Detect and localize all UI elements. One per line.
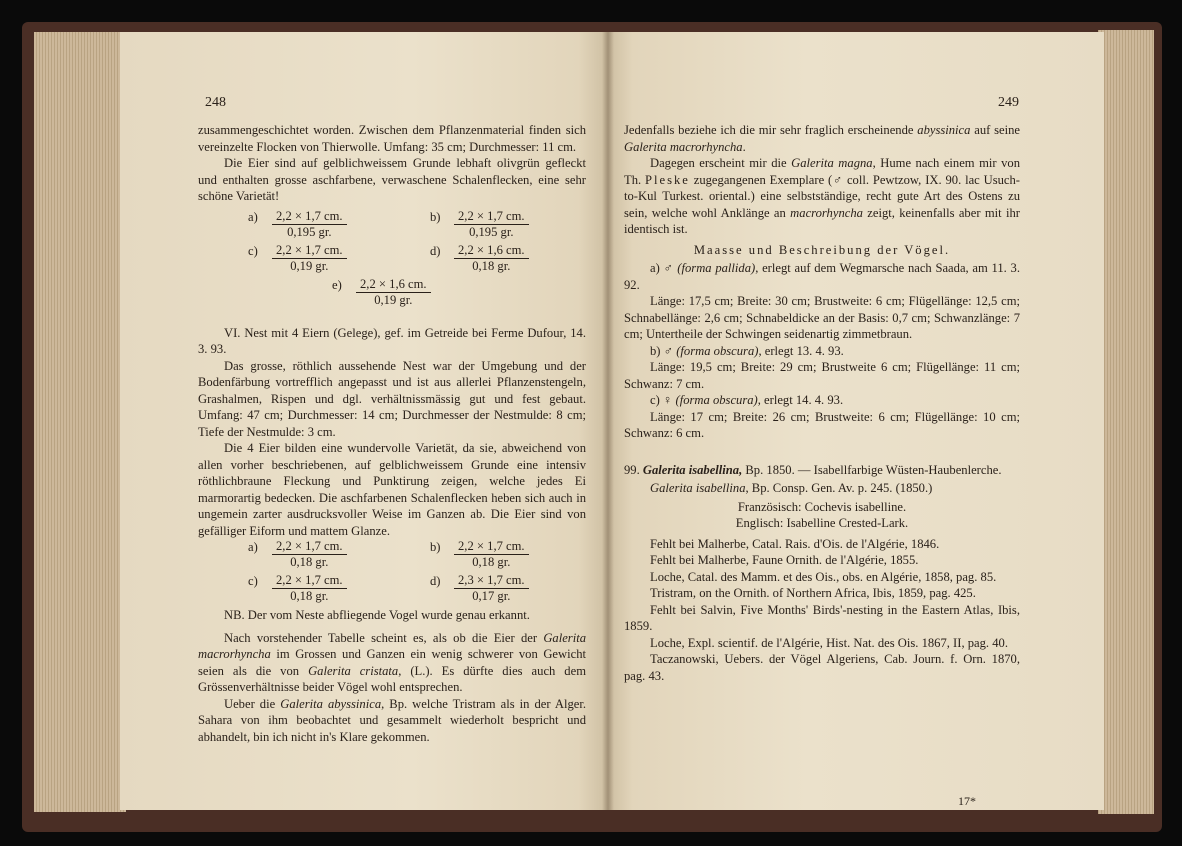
egg-measure: b) 2,2 × 1,7 cm. 0,195 gr. — [454, 209, 529, 240]
reference-item: Taczanowski, Uebers. der Vögel Algeriens, Cab. Journ. f. Orn. 1870, pag. 43. — [624, 652, 1020, 683]
signature-mark: 17* — [958, 794, 976, 808]
egg-table-2 — [198, 539, 586, 607]
egg-measure: c) 2,2 × 1,7 cm. 0,18 gr. — [272, 573, 347, 604]
taxon-name: Galerita cristata — [308, 663, 399, 678]
taxon-name: Galerita macrorhyncha — [198, 630, 586, 661]
taxon-name: abyssinica — [917, 123, 971, 137]
specimen-measurements: Länge: 17 cm; Breite: 26 cm; Brustweite: 6 cm; Flügellänge: 10 cm; Schwanz: 6 cm. — [624, 409, 1020, 440]
egg-table-1 — [198, 209, 586, 311]
reference-item: Tristram, on the Ornith. of Northern Africa, Ibis, 1859, pag. 425. — [650, 586, 976, 600]
paragraph: Ueber die Galerita abyssinica, Bp. welche Tristram als in der Alger. Sahara von ihm beobachtet und gesammelt wiederholt bespricht und abhandelt, bin ich nicht in's Klare gekommen. — [198, 696, 587, 744]
reference-item: Fehlt bei Malherbe, Faune Ornith. de l'Algérie, 1855. — [650, 553, 919, 567]
taxon-name: Galerita magna — [791, 156, 873, 170]
specimen-heading: a) ♂ (forma pallida), erlegt auf dem Wegmarsche nach Saada, am 11. 3. 92. — [624, 261, 1020, 292]
paragraph: VI. Nest mit 4 Eiern (Gelege), gef. im Getreide bei Ferme Dufour, 14. 3. 93. — [198, 325, 586, 356]
egg-measure: e) 2,2 × 1,6 cm. 0,19 gr. — [356, 277, 431, 308]
reference-item: Fehlt bei Salvin, Five Months' Birds'-nesting in the Eastern Atlas, Ibis, 1859. — [624, 602, 1020, 633]
synonym: Galerita isabellina, Bp. Consp. Gen. Av. p. 245. (1850.) — [650, 481, 933, 495]
species-heading: 99. Galerita isabellina, Bp. 1850. — Isabellfarbige Wüsten-Haubenlerche. — [624, 462, 1002, 477]
egg-measure: b) 2,2 × 1,7 cm. 0,18 gr. — [454, 539, 529, 570]
right-text-column — [624, 122, 1020, 684]
paragraph: Die Eier sind auf gelblichweissem Grunde lebhaft olivgrün gefleckt und enthalten grosse aschfarbene, verwaschene Schalenflecken, eine sehr schöne Varietät! — [198, 156, 586, 203]
paragraph: Die 4 Eier bilden eine wundervolle Varietät, da sie, abweichend von allen vorher beschriebenen, auf gelblichweissem Grunde eine intensiv röthlichbraune Fleckung und Punktirung zeigen, welche jedes Ei marmorartig bedecken. Die aschfarbenen Schalenflecken heben sich auch in ungemein zarter ausdrucksvoller Weise im Ganzen ab. Die Eier sind von gefälliger Eiform und mattem Glanze. — [198, 441, 586, 538]
species-name: Galerita isabellina, — [642, 462, 743, 477]
taxon-name: macrorhyncha — [790, 205, 863, 220]
egg-measure: a) 2,2 × 1,7 cm. 0,195 gr. — [272, 209, 347, 240]
paragraph: zusammengeschichtet worden. Zwischen dem Pflanzenmaterial finden sich vereinzelte Flocken von Thierwolle. Umfang: 35 cm; Durchmesser: 11 cm. — [198, 123, 586, 154]
taxon-name: Galerita abyssinica — [280, 696, 382, 711]
person-name: Pleske — [645, 172, 690, 187]
specimen-heading: c) ♀ (forma obscura), erlegt 14. 4. 93. — [650, 393, 844, 407]
reference-list — [624, 536, 1020, 685]
paragraph: Dagegen erscheint mir die Galerita magna, Hume nach einem mir von Th. Pleske zugegangenen Exemplare (♂ coll. Pewtzow, IX. 90. lac Usuch-to-Kul Turkest. oriental.) eine selbstständige, recht gute Art des Ostens zu sein, welche wohl Anklänge an macrorhyncha zeigt, keinenfalls aber mit ihr identisch ist. — [624, 156, 1020, 236]
page-edges-left — [34, 32, 126, 812]
paragraph: Jedenfalls beziehe ich die mir sehr fraglich erscheinende abyssinica auf seine Galerita macrorhyncha. — [624, 123, 1020, 154]
page-number-right: 249 — [998, 95, 1019, 110]
paragraph: Das grosse, röthlich aussehende Nest war der Umgebung und der Bodenfärbung vortrefflich angepasst und ist aus allerlei Pflanzenstengeln, Grashalmen, Rispen und dgl. verhältnissmässig gut und fest gebaut. Umfang: 47 cm; Durchmesser: 14 cm; Durchmesser der Nestmulde: 8 cm; Tiefe der Nestmulde: 3 cm. — [198, 358, 586, 439]
egg-measure: a) 2,2 × 1,7 cm. 0,18 gr. — [272, 539, 347, 570]
specimen-heading: b) ♂ (forma obscura), erlegt 13. 4. 93. — [650, 343, 844, 358]
page-edges-right — [1098, 30, 1154, 814]
page-number-left: 248 — [205, 95, 226, 110]
egg-measure: c) 2,2 × 1,7 cm. 0,19 gr. — [272, 243, 347, 274]
egg-measure: d) 2,3 × 1,7 cm. 0,17 gr. — [454, 573, 529, 604]
reference-item: Loche, Catal. des Mamm. et des Ois., obs. en Algérie, 1858, pag. 85. — [650, 569, 997, 584]
reference-item: Fehlt bei Malherbe, Catal. Rais. d'Ois. de l'Algérie, 1846. — [650, 536, 940, 551]
note: NB. Der vom Neste abfliegende Vogel wurde genau erkannt. — [224, 608, 530, 622]
english-name: Englisch: Isabelline Crested-Lark. — [735, 516, 909, 530]
left-text-column — [198, 122, 586, 745]
specimen-measurements: Länge: 19,5 cm; Breite: 29 cm; Brustweite 6 cm; Flügellänge: 11 cm; Schwanz: 7 cm. — [624, 360, 1020, 391]
paragraph: Nach vorstehender Tabelle scheint es, als ob die Eier der Galerita macrorhyncha im Grossen und Ganzen ein wenig schwerer von Gewicht seien als die von Galerita cristata, (L.). Es dürfte dies auch dem Grössenverhältnisse beider Vögel wohl entsprechen. — [198, 630, 586, 694]
egg-measure: d) 2,2 × 1,6 cm. 0,18 gr. — [454, 243, 529, 274]
section-heading: Maasse und Beschreibung der Vögel. — [693, 242, 951, 257]
french-name: Französisch: Cochevis isabelline. — [737, 499, 907, 514]
specimen-measurements: Länge: 17,5 cm; Breite: 30 cm; Brustweite: 6 cm; Flügellänge: 12,5 cm; Schnabellänge: 2,6 cm; Schnabeldicke an der Basis: 0,7 cm; Schwanzlänge: 7 cm; Untertheile der Schwingen seidenartig zimmetbraun. — [624, 294, 1020, 341]
taxon-name: Galerita macrorhyncha — [624, 139, 743, 154]
book-gutter — [602, 32, 614, 810]
reference-item: Loche, Expl. scientif. de l'Algérie, Hist. Nat. des Ois. 1867, II, pag. 40. — [650, 635, 1008, 650]
